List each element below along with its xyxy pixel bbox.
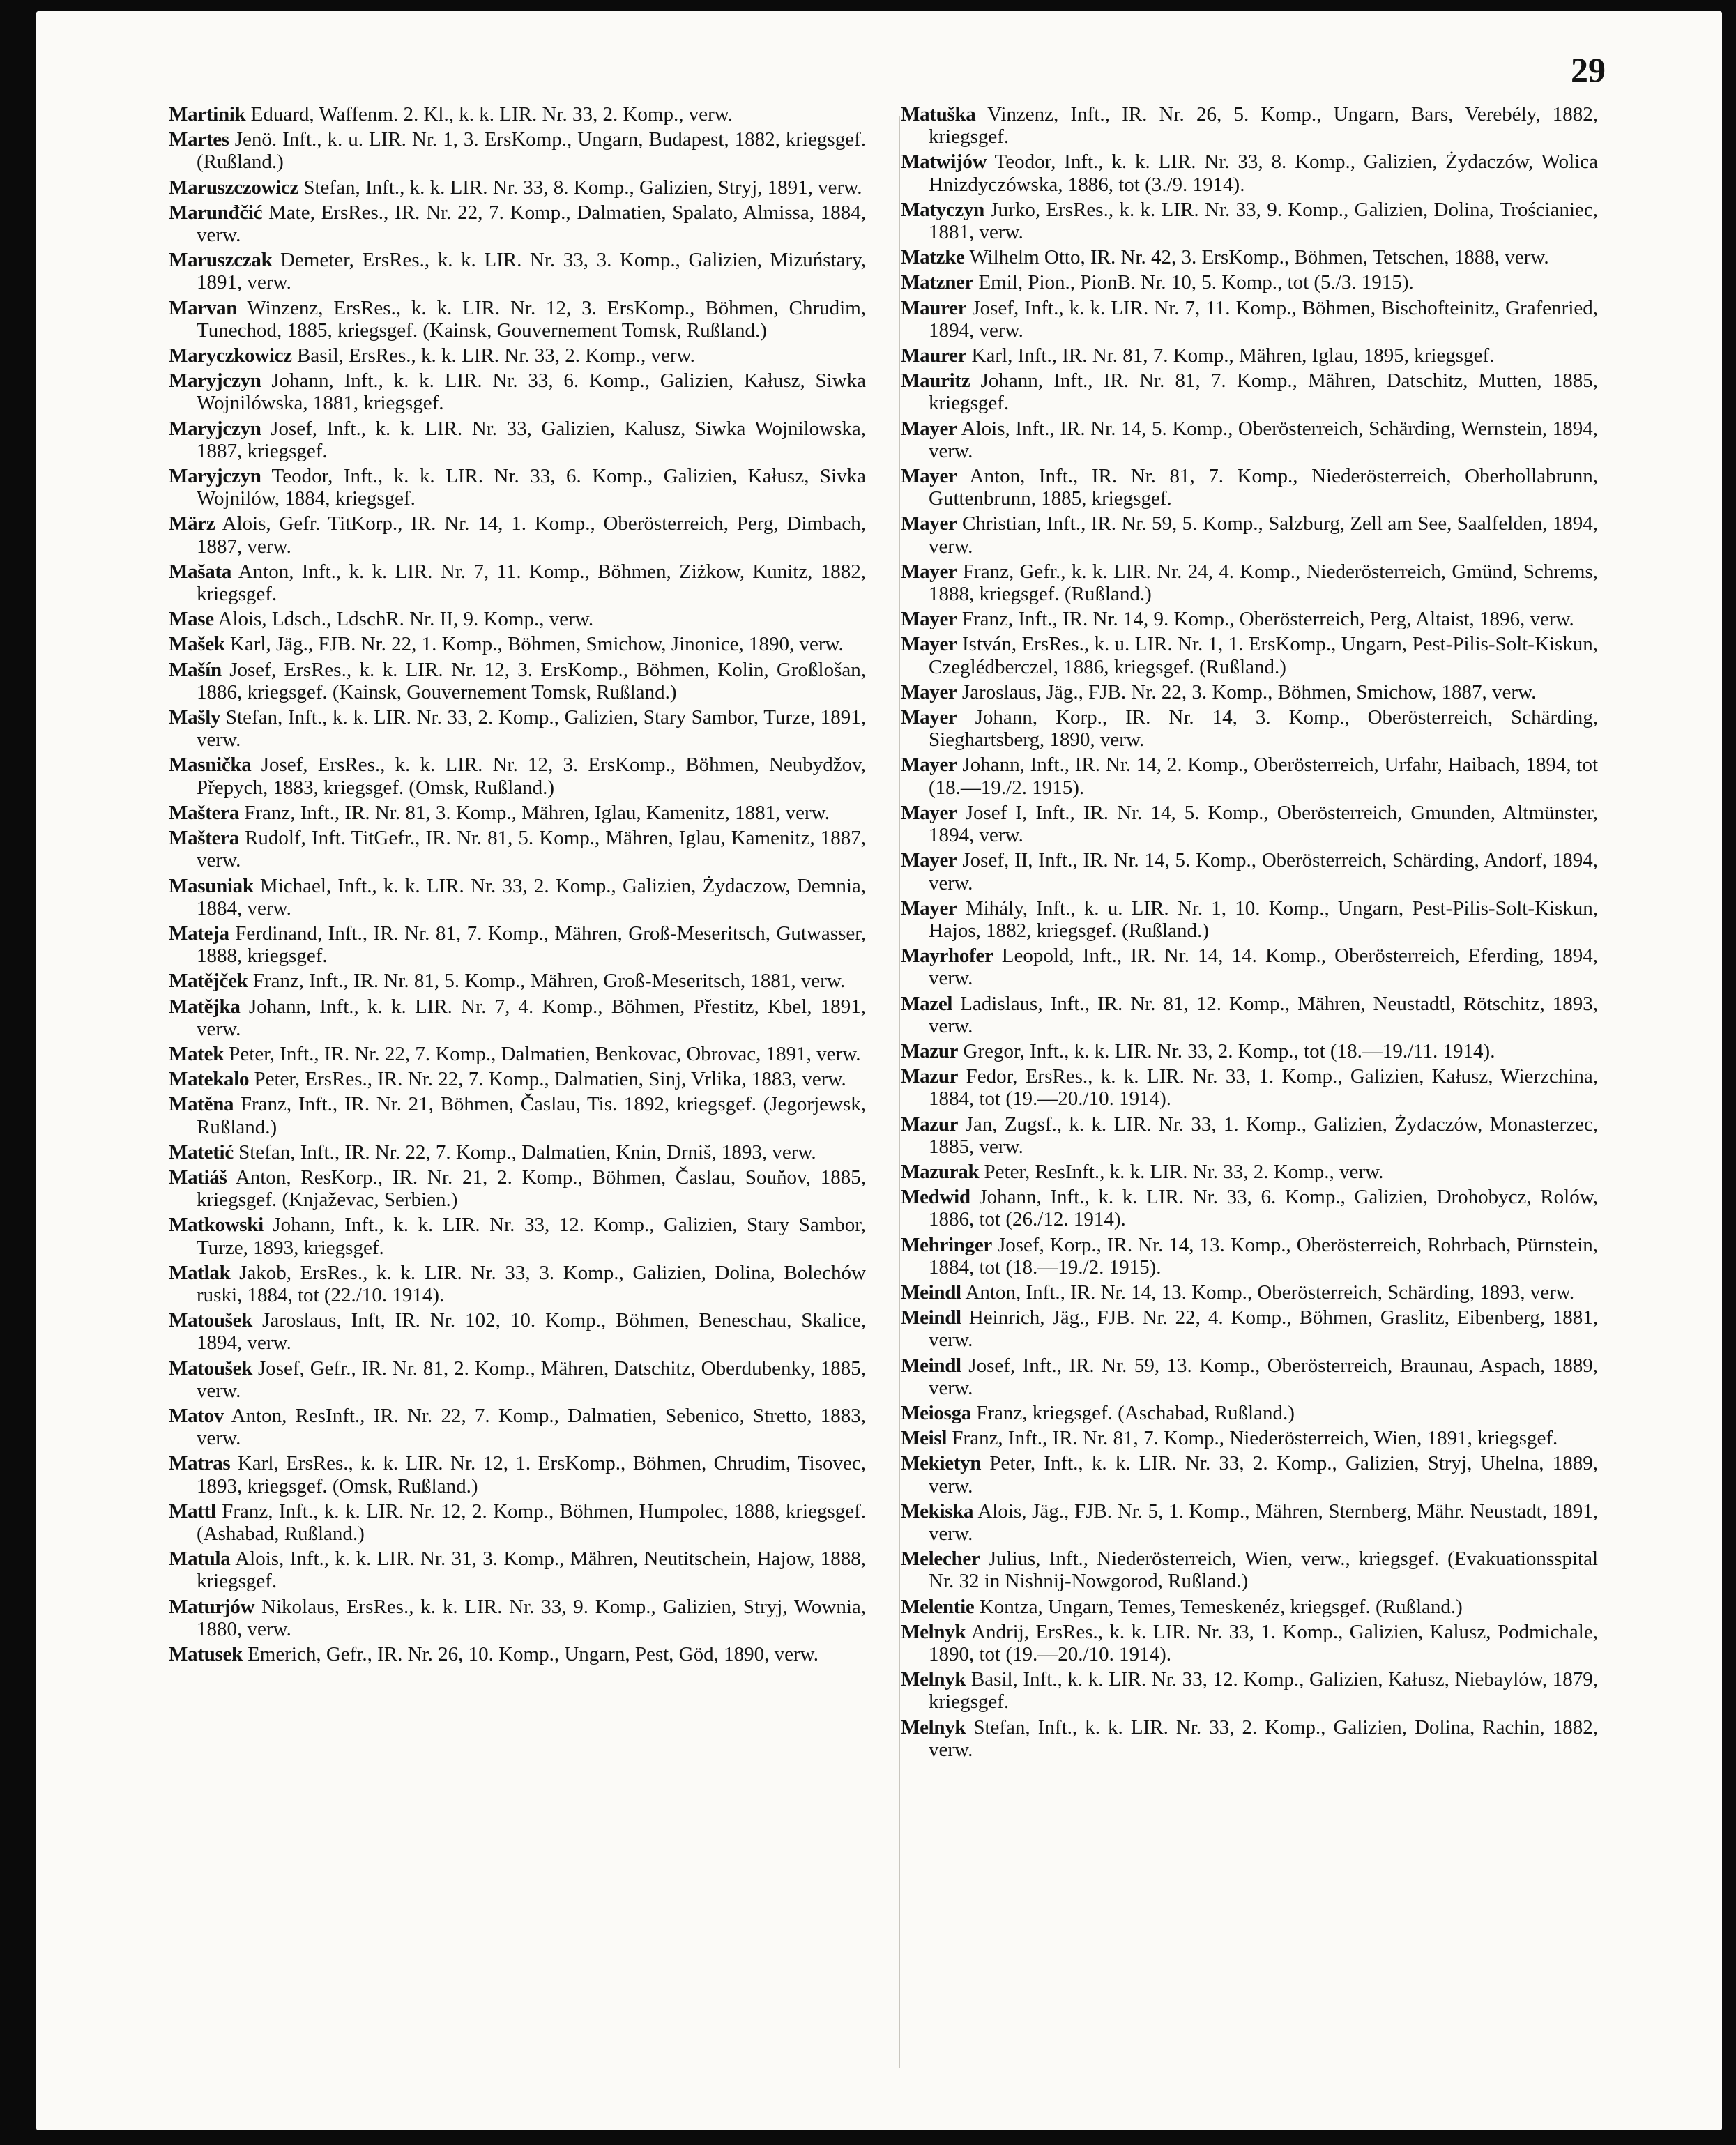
entry-surname: Matěna [169, 1093, 234, 1116]
entry-surname: Matekalo [169, 1068, 250, 1091]
casualty-entry [169, 344, 866, 367]
entry-surname: Mayer [901, 512, 957, 535]
entry-surname: Matusek [169, 1643, 243, 1665]
entry-details: Mihály, Inft., k. u. LIR. Nr. 1, 10. Komp., Ungarn, Pest-Pilis-Solt-Kiskun, Hajos, 1882, kriegsgef. (Rußland.) [929, 896, 1599, 942]
entry-details: Peter, Inft., k. k. LIR. Nr. 33, 2. Komp., Galizien, Stryj, Uhelna, 1889, verw. [929, 1452, 1599, 1497]
casualty-entry [169, 1166, 866, 1211]
column-divider [899, 116, 900, 2068]
entry-details: Basil, ErsRes., k. k. LIR. Nr. 33, 2. Komp., verw. [297, 344, 695, 367]
entry-surname: Matek [169, 1042, 224, 1065]
entry-details: Alois, Ldsch., LdschR. Nr. II, 9. Komp., verw. [218, 608, 594, 631]
entry-surname: Masnička [169, 754, 252, 777]
entry-surname: Mašín [169, 658, 222, 681]
entry-details: Franz, kriegsgef. (Aschabad, Rußland.) [976, 1401, 1295, 1424]
entry-surname: Mayer [901, 754, 957, 777]
casualty-entry [901, 1452, 1598, 1497]
entry-surname: Matkowski [169, 1214, 264, 1237]
entry-surname: Mazel [901, 992, 953, 1015]
entry-details: Franz, Inft., IR. Nr. 81, 3. Komp., Mähren, Iglau, Kamenitz, 1881, verw. [244, 801, 830, 824]
entry-surname: Mayrhofer [901, 945, 993, 968]
entry-surname: Maryjczyn [169, 369, 261, 392]
entry-surname: Maryjczyn [169, 465, 261, 488]
entry-surname: Mekietyn [901, 1452, 982, 1475]
casualty-entry [901, 633, 1598, 678]
entry-details: Jenö. Inft., k. u. LIR. Nr. 1, 3. ErsKomp., Ungarn, Budapest, 1882, kriegsgef. (Rußland.) [197, 128, 866, 174]
casualty-entry [901, 1306, 1598, 1351]
casualty-entry [169, 1596, 866, 1640]
entry-details: Anton, Inft., IR. Nr. 81, 7. Komp., Niederösterreich, Oberhollabrunn, Guttenbrunn, 1885, kriegsgef. [929, 465, 1599, 510]
casualty-entry [169, 995, 866, 1040]
entry-details: Basil, Inft., k. k. LIR. Nr. 33, 12. Komp., Galizien, Kałusz, Niebaylów, 1879, kriegsgef. [929, 1668, 1599, 1713]
entry-surname: Mašly [169, 706, 221, 729]
entry-surname: Mazur [901, 1039, 959, 1062]
entry-details: Franz, Inft., k. k. LIR. Nr. 12, 2. Komp., Böhmen, Humpolec, 1888, kriegsgef. (Ashabad, Rußland.) [197, 1499, 867, 1545]
entry-surname: Meiosga [901, 1401, 971, 1424]
casualty-entry [901, 369, 1598, 414]
entry-details: Nikolaus, ErsRes., k. k. LIR. Nr. 33, 9. Komp., Galizien, Stryj, Wownia, 1880, verw. [197, 1595, 866, 1640]
casualty-entry [169, 970, 866, 992]
entry-details: Peter, ResInft., k. k. LIR. Nr. 33, 2. Komp., verw. [984, 1160, 1384, 1183]
casualty-entry [901, 297, 1598, 342]
casualty-entry [901, 1065, 1598, 1110]
entry-surname: Mašata [169, 560, 232, 583]
entry-details: Josef, Inft., k. k. LIR. Nr. 33, Galizien, Kalusz, Siwka Wojnilowska, 1887, kriegsgef. [197, 417, 867, 462]
left-column [169, 103, 866, 1668]
casualty-entry [901, 271, 1598, 293]
entry-surname: Matoušek [169, 1309, 253, 1332]
entry-details: Franz, Inft., IR. Nr. 81, 7. Komp., Niederösterreich, Wien, 1891, kriegsgef. [952, 1427, 1558, 1450]
casualty-entry [169, 1068, 866, 1090]
entry-details: Josef, Korp., IR. Nr. 14, 13. Komp., Oberösterreich, Rohrbach, Pürnstein, 1884, tot (18.—19./2. 1915). [929, 1233, 1599, 1278]
entry-surname: Mayer [901, 417, 957, 440]
entry-surname: Mattl [169, 1499, 216, 1522]
casualty-entry [901, 465, 1598, 510]
entry-surname: Mayer [901, 896, 957, 919]
entry-surname: Mekiska [901, 1499, 974, 1522]
casualty-entry [901, 706, 1598, 751]
entry-details: Stefan, Inft., IR. Nr. 22, 7. Komp., Dalmatien, Knin, Drniš, 1893, verw. [238, 1140, 816, 1163]
entry-details: Demeter, ErsRes., k. k. LIR. Nr. 33, 3. Komp., Galizien, Mizuństary, 1891, verw. [197, 249, 866, 294]
casualty-entry [169, 418, 866, 462]
entry-details: Leopold, Inft., IR. Nr. 14, 14. Komp., Oberösterreich, Eferding, 1894, verw. [929, 945, 1598, 990]
entry-surname: Matějček [169, 970, 248, 993]
entry-surname: Melnyk [901, 1668, 966, 1691]
casualty-entry [169, 103, 866, 125]
entry-details: Alois, Gefr. TitKorp., IR. Nr. 14, 1. Komp., Oberösterreich, Perg, Dimbach, 1887, verw. [197, 512, 866, 558]
entry-details: Johann, Inft., k. k. LIR. Nr. 33, 6. Komp., Galizien, Drohobycz, Rolów, 1886, tot (26./12. 1914). [929, 1186, 1599, 1231]
entry-details: Emerich, Gefr., IR. Nr. 26, 10. Komp., Ungarn, Pest, Göd, 1890, verw. [248, 1643, 818, 1665]
entry-details: Jakob, ErsRes., k. k. LIR. Nr. 33, 3. Komp., Galizien, Dolina, Bolechów ruski, 1884, tot (22./10. 1914). [197, 1261, 866, 1306]
casualty-entry [169, 1141, 866, 1163]
entry-surname: Mayer [901, 608, 957, 631]
casualty-entry [901, 802, 1598, 846]
entry-details: Jurko, ErsRes., k. k. LIR. Nr. 33, 9. Komp., Galizien, Dolina, Trościaniec, 1881, verw. [929, 198, 1599, 244]
casualty-entry [901, 1113, 1598, 1158]
casualty-entry [169, 1214, 866, 1258]
casualty-entry [901, 1548, 1598, 1592]
casualty-entry [169, 465, 866, 510]
casualty-entry [901, 897, 1598, 942]
entry-details: Stefan, Inft., k. k. LIR. Nr. 33, 2. Komp., Galizien, Stary Sambor, Turze, 1891, verw. [197, 706, 866, 751]
casualty-entry [901, 1354, 1598, 1399]
entry-surname: Mayer [901, 633, 957, 656]
entry-surname: Maurer [901, 344, 967, 367]
casualty-entry [169, 1405, 866, 1449]
casualty-entry [901, 560, 1598, 605]
casualty-entry [901, 103, 1598, 148]
entry-details: Ladislaus, Inft., IR. Nr. 81, 12. Komp., Mähren, Neustadtl, Rötschitz, 1893, verw. [929, 992, 1598, 1037]
entry-details: Winzenz, ErsRes., k. k. LIR. Nr. 12, 3. ErsKomp., Böhmen, Chrudim, Tunechod, 1885, kriegsgef. (Kainsk, Gouvernement Tomsk, Rußland.) [197, 296, 867, 342]
entry-details: Peter, Inft., IR. Nr. 22, 7. Komp., Dalmatien, Benkovac, Obrovac, 1891, verw. [229, 1042, 861, 1065]
entry-details: Karl, ErsRes., k. k. LIR. Nr. 12, 1. ErsKomp., Böhmen, Chrudim, Tisovec, 1893, kriegsgef. (Omsk, Rußland.) [197, 1452, 866, 1497]
entry-surname: Matov [169, 1404, 224, 1427]
entry-surname: Meindl [901, 1306, 961, 1329]
casualty-entry [169, 754, 866, 798]
casualty-entry [901, 754, 1598, 798]
entry-surname: März [169, 512, 215, 535]
casualty-entry [169, 1093, 866, 1138]
entry-surname: Matiáš [169, 1166, 227, 1189]
entry-surname: Matwijów [901, 151, 987, 174]
casualty-entry [901, 608, 1598, 630]
entry-surname: Maryczkowicz [169, 344, 292, 367]
casualty-entry [901, 344, 1598, 367]
entry-details: Ferdinand, Inft., IR. Nr. 81, 7. Komp., Mähren, Groß-Meseritsch, Gutwasser, 1888, kriegsgef. [197, 922, 866, 968]
casualty-entry [169, 512, 866, 557]
casualty-entry [901, 1281, 1598, 1304]
entry-details: Alois, Inft., IR. Nr. 14, 5. Komp., Oberösterreich, Schärding, Wernstein, 1894, verw. [929, 417, 1598, 462]
casualty-entry [169, 560, 866, 605]
entry-details: Johann, Inft., k. k. LIR. Nr. 7, 4. Komp., Böhmen, Přestitz, Kbel, 1891, verw. [197, 995, 867, 1040]
casualty-entry [901, 418, 1598, 462]
casualty-entry [169, 297, 866, 342]
casualty-entry [901, 246, 1598, 268]
entry-surname: Mayer [901, 680, 957, 703]
entry-surname: Maturjów [169, 1595, 255, 1618]
entry-details: Karl, Inft., IR. Nr. 81, 7. Komp., Mähren, Iglau, 1895, kriegsgef. [971, 344, 1495, 367]
entry-details: Josef, Gefr., IR. Nr. 81, 2. Komp., Mähren, Datschitz, Oberdubenky, 1885, verw. [197, 1357, 866, 1402]
casualty-entry [901, 1668, 1598, 1713]
casualty-entry [169, 1643, 866, 1665]
entry-surname: Meindl [901, 1281, 961, 1304]
casualty-entry [169, 1452, 866, 1497]
casualty-entry [901, 1596, 1598, 1618]
entry-details: Alois, Jäg., FJB. Nr. 5, 1. Komp., Mähren, Sternberg, Mähr. Neustadt, 1891, verw. [929, 1499, 1598, 1545]
entry-surname: Maštera [169, 827, 239, 850]
casualty-entry [169, 1043, 866, 1065]
entry-surname: Marvan [169, 296, 238, 319]
entry-details: Josef, ErsRes., k. k. LIR. Nr. 12, 3. ErsKomp., Böhmen, Kolin, Großlošan, 1886, kriegsgef. (Kainsk, Gouvernement Tomsk, Rußland.) [197, 658, 867, 703]
entry-surname: Melecher [901, 1548, 980, 1571]
entry-surname: Maštera [169, 801, 239, 824]
casualty-entry [901, 1621, 1598, 1665]
casualty-entry [169, 1548, 866, 1592]
entry-surname: Melnyk [901, 1716, 966, 1739]
entry-details: Johann, Inft., k. k. LIR. Nr. 33, 6. Komp., Galizien, Kałusz, Siwka Wojnilówska, 1881, kriegsgef. [197, 369, 866, 415]
register-page [36, 11, 1722, 2130]
casualty-entry [901, 1716, 1598, 1761]
entry-surname: Meisl [901, 1427, 947, 1450]
casualty-entry [169, 706, 866, 751]
entry-surname: Mašek [169, 633, 225, 656]
entry-details: Anton, Inft., k. k. LIR. Nr. 7, 11. Komp., Böhmen, Ziżkow, Kunitz, 1882, kriegsgef. [197, 560, 866, 606]
entry-surname: Mayer [901, 465, 957, 488]
entry-details: Vinzenz, Inft., IR. Nr. 26, 5. Komp., Ungarn, Bars, Verebély, 1882, kriegsgef. [929, 103, 1598, 148]
casualty-entry [169, 128, 866, 173]
entry-surname: Martes [169, 128, 229, 151]
right-column [901, 103, 1598, 1764]
entry-surname: Matras [169, 1452, 231, 1475]
entry-details: Karl, Jäg., FJB. Nr. 22, 1. Komp., Böhmen, Smichow, Jinonice, 1890, verw. [229, 633, 844, 656]
entry-details: Teodor, Inft., k. k. LIR. Nr. 33, 6. Komp., Galizien, Kałusz, Sivka Wojnilów, 1884, kriegsgef. [197, 465, 866, 510]
entry-details: Josef, ErsRes., k. k. LIR. Nr. 12, 3. ErsKomp., Böhmen, Neubydžov, Přepych, 1883, kriegsgef. (Omsk, Rußland.) [197, 754, 867, 799]
entry-surname: Mazur [901, 1113, 959, 1136]
entry-surname: Mateja [169, 922, 229, 945]
entry-surname: Matyczyn [901, 198, 985, 221]
casualty-entry [901, 1234, 1598, 1278]
entry-details: Josef, II, Inft., IR. Nr. 14, 5. Komp., Oberösterreich, Schärding, Andorf, 1894, verw. [929, 849, 1598, 894]
entry-details: Johann, Inft., IR. Nr. 81, 7. Komp., Mähren, Datschitz, Mutten, 1885, kriegsgef. [929, 369, 1598, 415]
entry-details: István, ErsRes., k. u. LIR. Nr. 1, 1. ErsKomp., Ungarn, Pest-Pilis-Solt-Kiskun, Czeglédberczel, 1886, kriegsgef. (Rußland.) [929, 633, 1599, 678]
entry-details: Franz, Gefr., k. k. LIR. Nr. 24, 4. Komp., Niederösterreich, Gmünd, Schrems, 1888, kriegsgef. (Rußland.) [929, 560, 1599, 606]
entry-details: Josef I, Inft., IR. Nr. 14, 5. Komp., Oberösterreich, Gmunden, Altmünster, 1894, verw. [929, 801, 1598, 847]
casualty-entry [169, 249, 866, 293]
entry-surname: Melentie [901, 1595, 975, 1618]
entry-surname: Mayer [901, 849, 957, 872]
entry-surname: Matetić [169, 1140, 234, 1163]
entry-details: Fedor, ErsRes., k. k. LIR. Nr. 33, 1. Komp., Galizien, Kałusz, Wierzchina, 1884, tot (19.—20./10. 1914). [929, 1065, 1599, 1110]
casualty-entry [169, 633, 866, 655]
entry-surname: Marunđčić [169, 201, 263, 224]
entry-details: Alois, Inft., k. k. LIR. Nr. 31, 3. Komp., Mähren, Neutitschein, Hajow, 1888, kriegsgef. [197, 1548, 866, 1593]
entry-surname: Maruszczak [169, 249, 273, 272]
entry-surname: Matuška [901, 103, 976, 125]
casualty-entry [901, 945, 1598, 989]
entry-details: Josef, Inft., k. k. LIR. Nr. 7, 11. Komp., Böhmen, Bischofteinitz, Grafenried, 1894, verw. [929, 296, 1598, 342]
entry-details: Emil, Pion., PionB. Nr. 10, 5. Komp., tot (5./3. 1915). [978, 271, 1414, 294]
entry-surname: Mayer [901, 706, 957, 729]
entry-details: Stefan, Inft., k. k. LIR. Nr. 33, 2. Komp., Galizien, Dolina, Rachin, 1882, verw. [929, 1716, 1598, 1761]
entry-details: Eduard, Waffenm. 2. Kl., k. k. LIR. Nr. 33, 2. Komp., verw. [250, 103, 733, 125]
casualty-entry [169, 176, 866, 199]
entry-details: Heinrich, Jäg., FJB. Nr. 22, 4. Komp., Böhmen, Graslitz, Eibenberg, 1881, verw. [929, 1306, 1599, 1352]
entry-details: Andrij, ErsRes., k. k. LIR. Nr. 33, 1. Komp., Galizien, Kalusz, Podmichale, 1890, tot (19.—20./10. 1914). [929, 1620, 1598, 1665]
casualty-entry [901, 1040, 1598, 1062]
casualty-entry [901, 512, 1598, 557]
casualty-entry [901, 1427, 1598, 1449]
entry-details: Teodor, Inft., k. k. LIR. Nr. 33, 8. Komp., Galizien, Żydaczów, Wolica Hnizdyczówska, 1886, tot (3./9. 1914). [929, 151, 1598, 196]
entry-surname: Matlak [169, 1261, 231, 1284]
casualty-entry [901, 993, 1598, 1037]
entry-surname: Melnyk [901, 1620, 966, 1643]
casualty-entry [901, 1402, 1598, 1424]
casualty-entry [169, 1500, 866, 1545]
entry-surname: Masuniak [169, 874, 254, 897]
entry-details: Franz, Inft., IR. Nr. 81, 5. Komp., Mähren, Groß-Meseritsch, 1881, verw. [252, 970, 846, 993]
casualty-entry [901, 1161, 1598, 1183]
casualty-entry [169, 659, 866, 703]
entry-details: Jan, Zugsf., k. k. LIR. Nr. 33, 1. Komp., Galizien, Żydaczów, Monasterzec, 1885, verw. [929, 1113, 1599, 1158]
entry-surname: Matzke [901, 246, 965, 269]
entry-details: Wilhelm Otto, IR. Nr. 42, 3. ErsKomp., Böhmen, Tetschen, 1888, verw. [969, 246, 1549, 269]
entry-details: Peter, ErsRes., IR. Nr. 22, 7. Komp., Dalmatien, Sinj, Vrlika, 1883, verw. [254, 1068, 846, 1091]
entry-surname: Medwid [901, 1186, 970, 1209]
entry-details: Stefan, Inft., k. k. LIR. Nr. 33, 8. Komp., Galizien, Stryj, 1891, verw. [303, 176, 862, 199]
entry-surname: Mauritz [901, 369, 970, 392]
entry-details: Jaroslaus, Inft, IR. Nr. 102, 10. Komp., Böhmen, Beneschau, Skalice, 1894, verw. [197, 1309, 866, 1354]
entry-details: Julius, Inft., Niederösterreich, Wien, verw., kriegsgef. (Evakuationsspital Nr. 32 in Nishnij-Nowgorod, Rußland.) [929, 1548, 1599, 1593]
casualty-entry [169, 827, 866, 871]
casualty-entry [901, 1186, 1598, 1230]
entry-details: Johann, Korp., IR. Nr. 14, 3. Komp., Oberösterreich, Schärding, Sieghartsberg, 1890, verw. [929, 706, 1598, 751]
entry-surname: Mazurak [901, 1160, 980, 1183]
entry-surname: Martinik [169, 103, 246, 125]
casualty-entry [901, 1500, 1598, 1545]
entry-surname: Mehringer [901, 1233, 992, 1256]
entry-details: Anton, ResKorp., IR. Nr. 21, 2. Komp., Böhmen, Časlau, Souňov, 1885, kriegsgef. (Knjaževac, Serbien.) [197, 1166, 867, 1212]
casualty-entry [169, 608, 866, 630]
entry-details: Franz, Inft., IR. Nr. 14, 9. Komp., Oberösterreich, Perg, Altaist, 1896, verw. [961, 608, 1574, 631]
entry-surname: Maruszczowicz [169, 176, 299, 199]
casualty-entry [169, 1357, 866, 1402]
casualty-entry [169, 369, 866, 414]
entry-details: Rudolf, Inft. TitGefr., IR. Nr. 81, 5. Komp., Mähren, Iglau, Kamenitz, 1887, verw. [197, 827, 867, 872]
entry-details: Johann, Inft., k. k. LIR. Nr. 33, 12. Komp., Galizien, Stary Sambor, Turze, 1893, kriegsgef. [197, 1214, 866, 1259]
entry-details: Michael, Inft., k. k. LIR. Nr. 33, 2. Komp., Galizien, Żydaczow, Demnia, 1884, verw. [197, 874, 867, 919]
casualty-entry [901, 849, 1598, 894]
entry-surname: Matula [169, 1548, 231, 1571]
entry-surname: Mayer [901, 801, 957, 824]
entry-surname: Maryjczyn [169, 417, 261, 440]
entry-details: Gregor, Inft., k. k. LIR. Nr. 33, 2. Komp., tot (18.—19./11. 1914). [963, 1039, 1495, 1062]
entry-details: Christian, Inft., IR. Nr. 59, 5. Komp., Salzburg, Zell am See, Saalfelden, 1894, verw. [929, 512, 1599, 558]
entry-surname: Meindl [901, 1354, 961, 1377]
casualty-entry [169, 201, 866, 246]
casualty-entry [901, 151, 1598, 195]
entry-surname: Mazur [901, 1065, 959, 1088]
entry-details: Jaroslaus, Jäg., FJB. Nr. 22, 3. Komp., Böhmen, Smichow, 1887, verw. [961, 680, 1537, 703]
casualty-entry [901, 681, 1598, 703]
casualty-entry [169, 875, 866, 919]
page-number: 29 [1571, 50, 1606, 89]
entry-details: Johann, Inft., IR. Nr. 14, 2. Komp., Oberösterreich, Urfahr, Haibach, 1894, tot (18.—19./2. 1915). [929, 754, 1599, 799]
casualty-entry [169, 1309, 866, 1354]
entry-details: Anton, Inft., IR. Nr. 14, 13. Komp., Oberösterreich, Schärding, 1893, verw. [965, 1281, 1575, 1304]
entry-details: Mate, ErsRes., IR. Nr. 22, 7. Komp., Dalmatien, Spalato, Almissa, 1884, verw. [197, 201, 866, 247]
casualty-entry [169, 802, 866, 824]
entry-surname: Matějka [169, 995, 241, 1018]
casualty-entry [169, 922, 866, 967]
casualty-entry [169, 1262, 866, 1306]
entry-surname: Matoušek [169, 1357, 253, 1380]
entry-surname: Mayer [901, 560, 957, 583]
entry-details: Franz, Inft., IR. Nr. 21, Böhmen, Časlau, Tis. 1892, kriegsgef. (Jegorjewsk, Rußland.) [197, 1093, 866, 1138]
entry-details: Josef, Inft., IR. Nr. 59, 13. Komp., Oberösterreich, Braunau, Aspach, 1889, verw. [929, 1354, 1599, 1399]
entry-surname: Maurer [901, 296, 967, 319]
entry-surname: Matzner [901, 271, 974, 294]
entry-details: Anton, ResInft., IR. Nr. 22, 7. Komp., Dalmatien, Sebenico, Stretto, 1883, verw. [197, 1404, 866, 1450]
entry-details: Kontza, Ungarn, Temes, Temeskenéz, kriegsgef. (Rußland.) [979, 1595, 1463, 1618]
casualty-entry [901, 199, 1598, 243]
entry-surname: Mase [169, 608, 214, 631]
